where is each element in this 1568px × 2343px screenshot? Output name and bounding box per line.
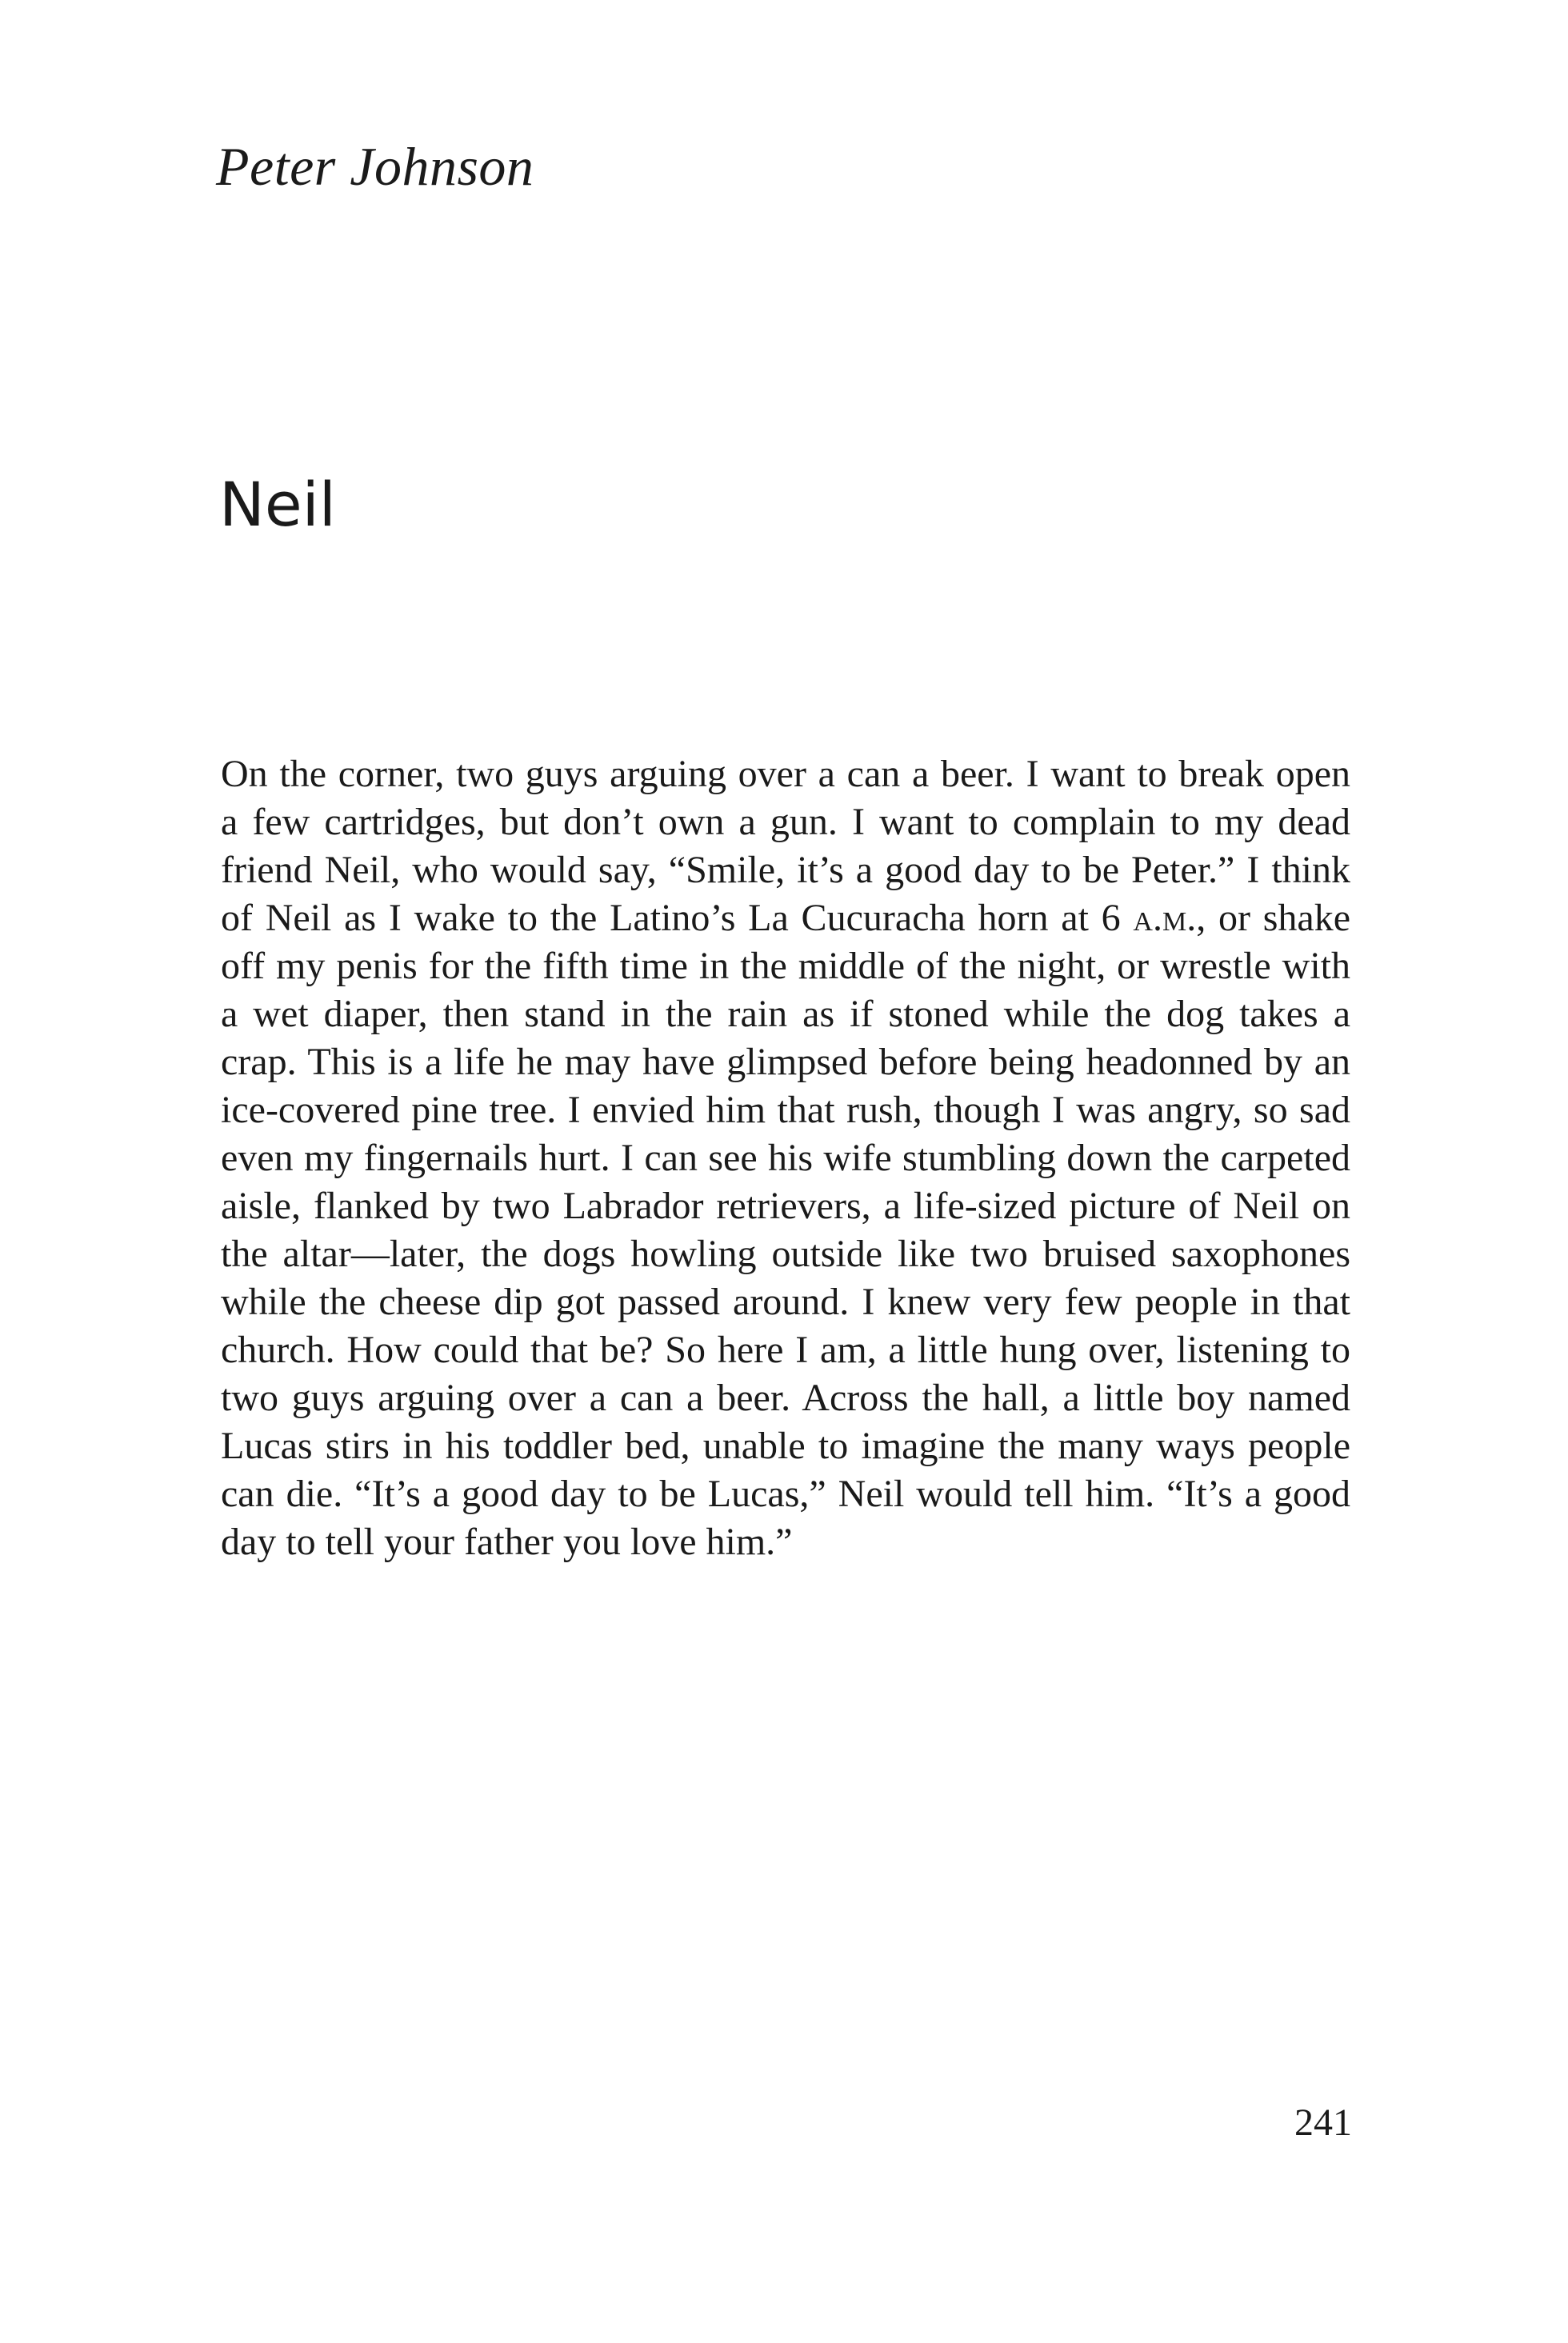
poem-line: aisle, flanked by two Labrador retrievers, a life-sized picture of Neil on xyxy=(221,1185,1350,1227)
poem-line: friend Neil, who would say, “Smile, it’s a good day to be Peter.” I think xyxy=(221,849,1350,891)
page-number: 241 xyxy=(1294,2101,1352,2144)
poem-line: can die. “It’s a good day to be Lucas,” Neil would tell him. “It’s a good xyxy=(221,1473,1350,1515)
poem-title: Neil xyxy=(219,469,336,540)
poem-line: Lucas stirs in his toddler bed, unable to imagine the many ways people xyxy=(221,1425,1350,1467)
poem-line: a few cartridges, but don’t own a gun. I want to complain to my dead xyxy=(221,801,1350,843)
poem-line: the altar—later, the dogs howling outside like two bruised saxophones xyxy=(221,1233,1350,1275)
poem-line: two guys arguing over a can a beer. Across the hall, a little boy named xyxy=(221,1377,1350,1419)
poem-line: crap. This is a life he may have glimpsed before being headonned by an xyxy=(221,1041,1350,1083)
poem-line: day to tell your father you love him.” xyxy=(221,1521,793,1563)
poem-line: off my penis for the fifth time in the middle of the night, or wrestle with xyxy=(221,945,1350,987)
poem-body xyxy=(221,750,1350,1566)
poem-line: even my fingernails hurt. I can see his wife stumbling down the carpeted xyxy=(221,1137,1350,1179)
poem-line: ice-covered pine tree. I envied him that rush, though I was angry, so sad xyxy=(221,1089,1350,1131)
poem-line: while the cheese dip got passed around. I knew very few people in that xyxy=(221,1281,1350,1323)
time-abbreviation: a.m. xyxy=(1133,897,1197,939)
poem-line: church. How could that be? So here I am, a little hung over, listening to xyxy=(221,1329,1350,1371)
poem-line: of Neil as I wake to the Latino’s La Cucuracha horn at 6 a.m., or shake xyxy=(221,897,1350,939)
author-name: Peter Johnson xyxy=(216,136,534,197)
poem-line: a wet diaper, then stand in the rain as if stoned while the dog takes a xyxy=(221,993,1350,1035)
poem-line: On the corner, two guys arguing over a can a beer. I want to break open xyxy=(221,753,1350,795)
